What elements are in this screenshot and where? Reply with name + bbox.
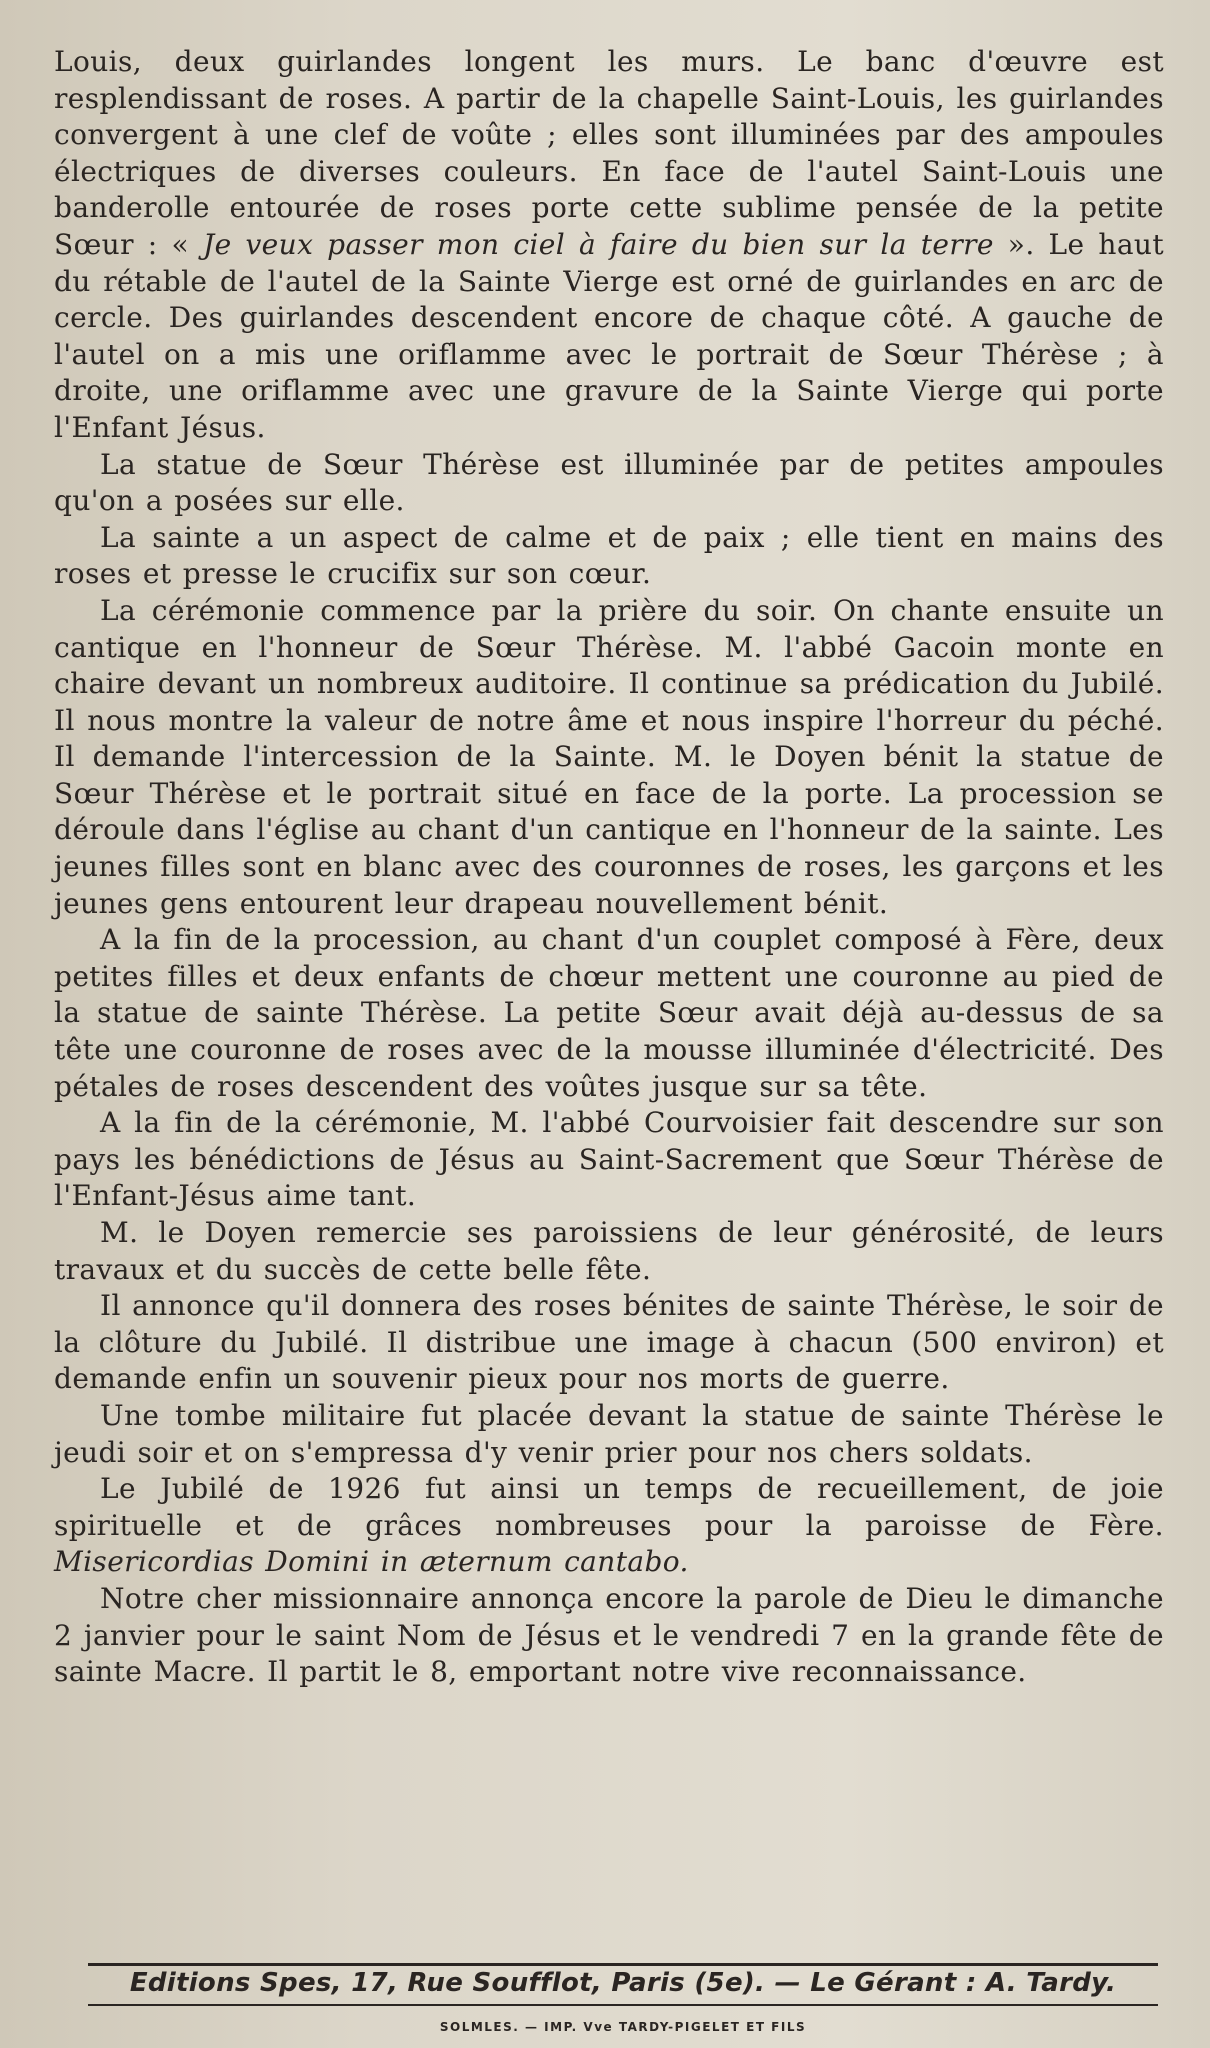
paragraph — [54, 1581, 1164, 1691]
paragraph-text: La cérémonie commence par la prière du soir. On chante ensuite un cantique en l'honneur de Sœur Thérèse. M. l'abbé Gacoin monte en chaire devant un nombreux auditoire. Il continue sa prédication du Jubilé. Il nous montre la valeur de notre âme et nous inspire l'horreur du péché. Il demande l'intercession de la Sainte. M. le Doyen bénit la statue de Sœur Thérèse et le portrait situé en face de la porte. La procession se déroule dans l'église au chant d'un cantique en l'honneur de la sainte. Les jeunes filles sont en blanc avec des couronnes de roses, les garçons et les jeunes gens entourent leur drapeau nouvellement bénit. — [54, 593, 1165, 920]
paragraph — [54, 447, 1164, 520]
paragraph — [54, 1215, 1164, 1288]
paragraph-text: M. le Doyen remercie ses paroissiens de leur générosité, de leurs travaux et du succès de cette belle fête. — [54, 1216, 1164, 1286]
paragraph-text: Louis, deux guirlandes longent les murs. Le banc d'œuvre est resplendissant de roses. A partir de la chapelle Saint-Louis, les guirlandes convergent à une clef de voûte ; elles sont illuminées par des ampoules électriques de diverses couleurs. En face de l'autel Saint-Louis une banderolle entourée de roses porte cette sublime pensée de la petite Sœur : « — [54, 45, 1164, 261]
paragraph-text: Notre cher missionnaire annonça encore la parole de Dieu le dimanche 2 janvier pour le saint Nom de Jésus et le vendredi 7 en la grande fête de sainte Macre. Il partit le 8, emportant notre vive reconnaissance. — [54, 1581, 1164, 1689]
italic-text: Misericordias Domini in æternum cantabo. — [54, 1545, 689, 1579]
paragraph — [54, 1398, 1164, 1471]
italic-text: Je veux passer mon ciel à faire du bien sur la terre — [202, 227, 994, 261]
paragraph — [54, 1105, 1164, 1215]
publisher-footer: Editions Spes, 17, Rue Soufflot, Paris (5e). — Le Gérant : A. Tardy. — [129, 1968, 1117, 1998]
paragraph-text: La statue de Sœur Thérèse est illuminée par de petites ampoules qu'on a posées sur elle. — [54, 447, 1164, 518]
paragraph — [54, 593, 1164, 922]
paragraph-text: La sainte a un aspect de calme et de paix ; elle tient en mains des roses et presse le crucifix sur son cœur. — [54, 520, 1164, 591]
printer-line: SOLMLES. — IMP. Vve TARDY-PIGELET ET FILS — [439, 2020, 807, 2034]
paragraph-text: Il annonce qu'il donnera des roses bénites de sainte Thérèse, le soir de la clôture du Jubilé. Il distribue une image à chacun (500 environ) et demande enfin un souvenir pieux pour nos morts de guerre. — [54, 1289, 1164, 1396]
body-text — [54, 44, 1164, 1691]
paragraph — [54, 520, 1164, 593]
footer-rule-top — [88, 1963, 1158, 1966]
paragraph-text: ». Le haut du rétable de l'autel de la Sainte Vierge est orné de guirlandes en arc de cercle. Des guirlandes descendent encore de chaque côté. A gauche de l'autel on a mis une oriflamme avec le portrait de Sœur Thérèse ; à droite, une oriflamme avec une gravure de la Sainte Vierge qui porte l'Enfant Jésus. — [54, 227, 1164, 444]
paragraph — [54, 1471, 1164, 1581]
paragraph-text: Le Jubilé de 1926 fut ainsi un temps de recueillement, de joie spirituelle et de grâces nombreuses pour la paroisse de Fère. — [54, 1472, 1164, 1542]
paragraph-text: A la fin de la cérémonie, M. l'abbé Courvoisier fait descendre sur son pays les bénédictions de Jésus au Saint-Sacrement que Sœur Thérèse de l'Enfant-Jésus aime tant. — [54, 1106, 1164, 1213]
footer-rule-bottom — [88, 2004, 1158, 2006]
paragraph-text: A la fin de la procession, au chant d'un couplet composé à Fère, deux petites filles et deux enfants de chœur mettent une couronne au pied de la statue de sainte Thérèse. La petite Sœur avait déjà au-dessus de sa tête une couronne de roses avec de la mousse illuminée d'électricité. Des pétales de roses descendent des voûtes jusque sur sa tête. — [54, 923, 1164, 1103]
paragraph — [54, 44, 1164, 447]
paragraph-text: Une tombe militaire fut placée devant la statue de sainte Thérèse le jeudi soir et on s'empressa d'y venir prier pour nos chers soldats. — [54, 1398, 1164, 1469]
paragraph — [54, 1288, 1164, 1398]
paragraph — [54, 922, 1164, 1105]
